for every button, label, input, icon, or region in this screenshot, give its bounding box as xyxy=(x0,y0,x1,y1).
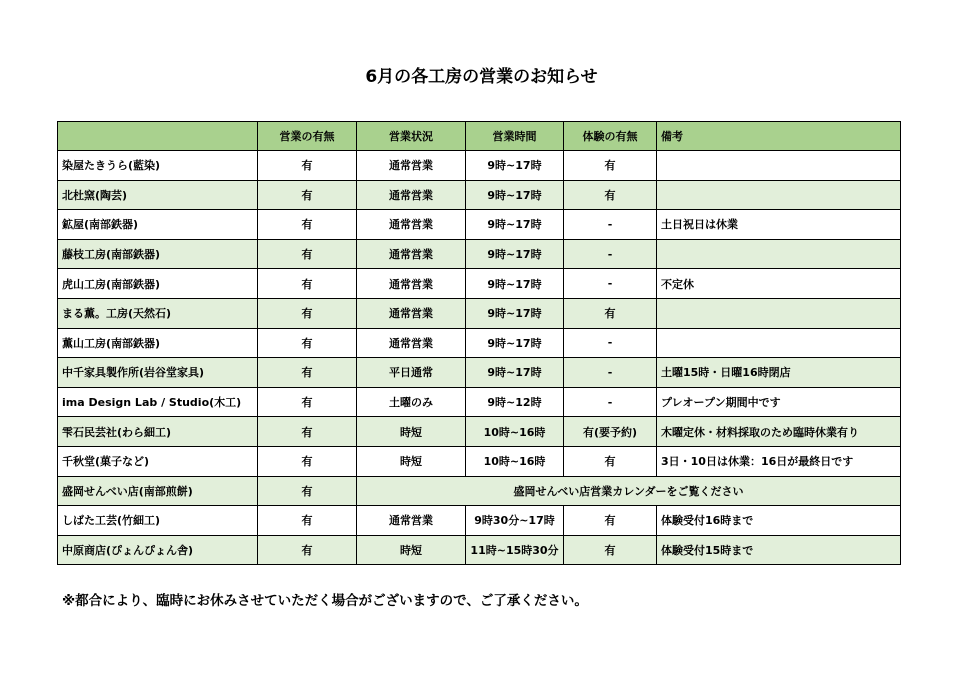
table-row xyxy=(58,269,901,299)
table-row xyxy=(58,417,901,447)
status-cell: 通常営業 xyxy=(357,151,466,181)
experience-cell: - xyxy=(564,387,657,417)
experience-cell: 有 xyxy=(564,446,657,476)
open-cell: 有 xyxy=(258,358,357,388)
open-cell: 有 xyxy=(258,446,357,476)
experience-cell: - xyxy=(564,269,657,299)
hours-cell: 9時~17時 xyxy=(466,180,564,210)
remarks-cell xyxy=(657,328,901,358)
table-row xyxy=(58,535,901,565)
table-row xyxy=(58,151,901,181)
remarks-cell: 体験受付15時まで xyxy=(657,535,901,565)
workshop-name-cell: 中原商店(ぴょんぴょん舎) xyxy=(58,535,258,565)
status-cell: 平日通常 xyxy=(357,358,466,388)
hours-cell: 10時~16時 xyxy=(466,446,564,476)
table-row xyxy=(58,358,901,388)
open-cell: 有 xyxy=(258,476,357,506)
remarks-cell: 不定休 xyxy=(657,269,901,299)
open-cell: 有 xyxy=(258,328,357,358)
hours-cell: 9時~17時 xyxy=(466,239,564,269)
hours-cell: 9時~17時 xyxy=(466,151,564,181)
open-cell: 有 xyxy=(258,210,357,240)
remarks-cell: 土曜15時・日曜16時閉店 xyxy=(657,358,901,388)
experience-cell: 有 xyxy=(564,180,657,210)
workshop-name-cell: 鉱屋(南部鉄器) xyxy=(58,210,258,240)
open-cell: 有 xyxy=(258,239,357,269)
table-row xyxy=(58,446,901,476)
table-row xyxy=(58,210,901,240)
experience-cell: 有 xyxy=(564,298,657,328)
open-cell: 有 xyxy=(258,417,357,447)
header-hours: 営業時間 xyxy=(466,122,564,151)
workshop-name-cell: 薫山工房(南部鉄器) xyxy=(58,328,258,358)
experience-cell: 有 xyxy=(564,506,657,536)
remarks-cell xyxy=(657,239,901,269)
status-cell: 時短 xyxy=(357,535,466,565)
status-cell: 通常営業 xyxy=(357,180,466,210)
open-cell: 有 xyxy=(258,269,357,299)
experience-cell: 有(要予約) xyxy=(564,417,657,447)
hours-cell: 9時~17時 xyxy=(466,358,564,388)
hours-cell: 9時30分~17時 xyxy=(466,506,564,536)
hours-cell: 9時~12時 xyxy=(466,387,564,417)
remarks-cell: 土日祝日は休業 xyxy=(657,210,901,240)
hours-cell: 10時~16時 xyxy=(466,417,564,447)
experience-cell: - xyxy=(564,210,657,240)
status-cell: 土曜のみ xyxy=(357,387,466,417)
hours-cell: 9時~17時 xyxy=(466,298,564,328)
workshop-name-cell: 盛岡せんべい店(南部煎餅) xyxy=(58,476,258,506)
remarks-cell: 木曜定休・材料採取のため臨時休業有り xyxy=(657,417,901,447)
header-open: 営業の有無 xyxy=(258,122,357,151)
open-cell: 有 xyxy=(258,506,357,536)
workshop-name-cell: しばた工芸(竹細工) xyxy=(58,506,258,536)
remarks-cell: プレオープン期間中です xyxy=(657,387,901,417)
remarks-cell xyxy=(657,151,901,181)
page-title: 6月の各工房の営業のお知らせ xyxy=(365,67,598,87)
workshop-name-cell: 虎山工房(南部鉄器) xyxy=(58,269,258,299)
hours-cell: 9時~17時 xyxy=(466,210,564,240)
experience-cell: - xyxy=(564,328,657,358)
open-cell: 有 xyxy=(258,151,357,181)
header-remarks: 備考 xyxy=(657,122,901,151)
workshop-name-cell: 千秋堂(菓子など) xyxy=(58,446,258,476)
table-row xyxy=(58,239,901,269)
workshop-name-cell: 北杜窯(陶芸) xyxy=(58,180,258,210)
open-cell: 有 xyxy=(258,298,357,328)
open-cell: 有 xyxy=(258,387,357,417)
remarks-cell: 3日・10日は休業：16日が最終日です xyxy=(657,446,901,476)
open-cell: 有 xyxy=(258,535,357,565)
workshop-name-cell: 藤枝工房(南部鉄器) xyxy=(58,239,258,269)
hours-cell: 9時~17時 xyxy=(466,269,564,299)
table-row xyxy=(58,387,901,417)
table-row xyxy=(58,298,901,328)
experience-cell: - xyxy=(564,239,657,269)
status-cell: 通常営業 xyxy=(357,506,466,536)
status-cell: 通常営業 xyxy=(357,210,466,240)
header-status: 営業状況 xyxy=(357,122,466,151)
workshop-name-cell: 雫石民芸社(わら細工) xyxy=(58,417,258,447)
workshop-name-cell: 中千家具製作所(岩谷堂家具) xyxy=(58,358,258,388)
table-row xyxy=(58,180,901,210)
status-cell: 時短 xyxy=(357,417,466,447)
status-cell: 通常営業 xyxy=(357,269,466,299)
open-cell: 有 xyxy=(258,180,357,210)
status-cell: 通常営業 xyxy=(357,239,466,269)
experience-cell: 有 xyxy=(564,151,657,181)
experience-cell: 有 xyxy=(564,535,657,565)
workshop-name-cell: ima Design Lab / Studio(木工) xyxy=(58,387,258,417)
table-row xyxy=(58,506,901,536)
status-cell: 時短 xyxy=(357,446,466,476)
header-name xyxy=(58,122,258,151)
footnote: ※都合により、臨時にお休みさせていただく場合がございますので、ご了承ください。 xyxy=(62,593,588,609)
remarks-cell xyxy=(657,180,901,210)
experience-cell: - xyxy=(564,358,657,388)
status-cell: 通常営業 xyxy=(357,328,466,358)
hours-cell: 9時~17時 xyxy=(466,328,564,358)
remarks-cell: 体験受付16時まで xyxy=(657,506,901,536)
merged-note-cell: 盛岡せんべい店営業カレンダーをご覧ください xyxy=(357,476,901,506)
table-row xyxy=(58,328,901,358)
header-experience: 体験の有無 xyxy=(564,122,657,151)
remarks-cell xyxy=(657,298,901,328)
hours-cell: 11時~15時30分 xyxy=(466,535,564,565)
table-row xyxy=(58,476,901,506)
workshop-schedule-table xyxy=(57,121,901,565)
workshop-name-cell: まる薫。工房(天然石) xyxy=(58,298,258,328)
header-row xyxy=(58,122,901,151)
status-cell: 通常営業 xyxy=(357,298,466,328)
workshop-name-cell: 染屋たきうら(藍染) xyxy=(58,151,258,181)
